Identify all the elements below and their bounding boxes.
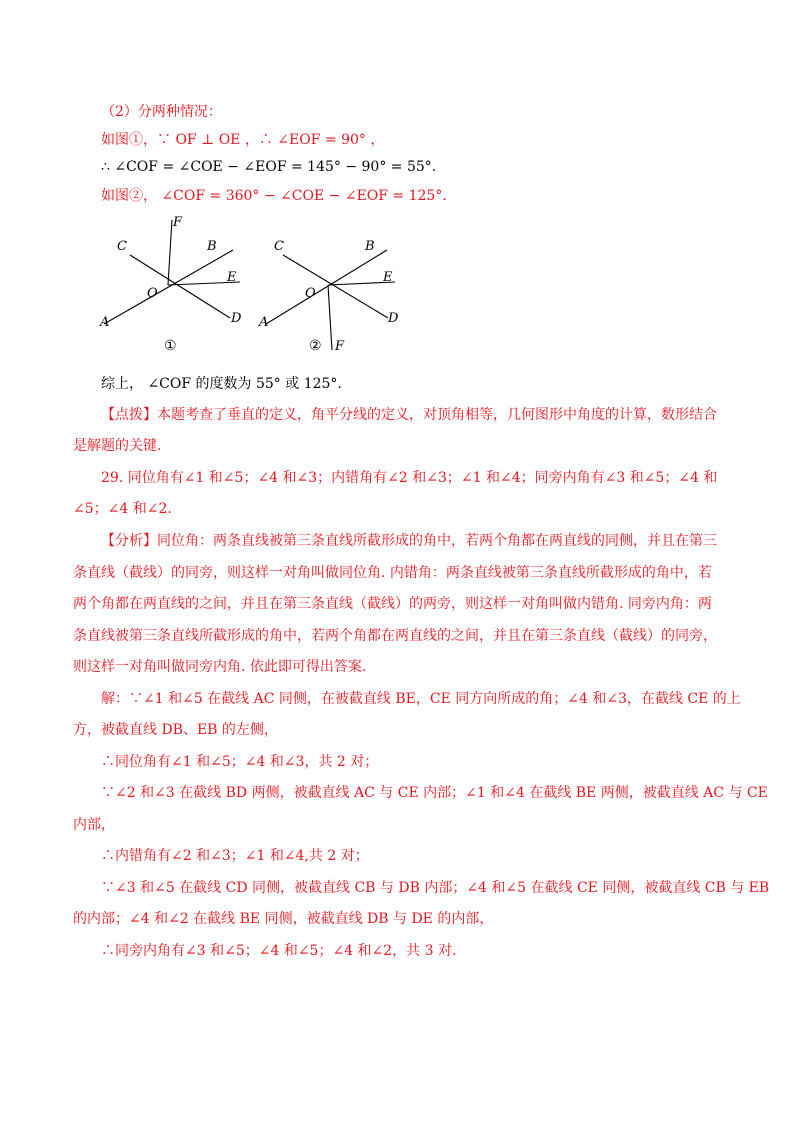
fig1-label-E: E — [227, 270, 237, 285]
text-line: 解：∵∠1 和∠5 在截线 AC 同侧，在被截直线 BE，CE 同方向所成的角；∠4 和∠3，在截线 CE 的上 — [101, 691, 741, 707]
fig2-number: ② — [309, 338, 322, 354]
ray-OF — [328, 285, 332, 350]
text-line: 则这样一对角叫做同旁内角. 依此即可得出答案. — [73, 659, 367, 675]
fig1-number: ① — [164, 338, 177, 354]
fig1-label-A: A — [100, 315, 110, 330]
text-line: 条直线（截线）的同旁，则这样一对角叫做同位角. 内错角：两条直线被第三条直线所截形成的角中，若 — [73, 565, 712, 581]
fig2-label-A: A — [259, 315, 269, 330]
fig1-label-O: O — [147, 286, 158, 301]
fig1-label-C: C — [117, 239, 127, 254]
text-line: ∴同旁内角有∠3 和∠5；∠4 和∠5；∠4 和∠2，共 3 对. — [101, 943, 457, 959]
text-line: 如图②， ∠COF = 360° − ∠COE − ∠EOF = 125°. — [101, 188, 447, 204]
figures-svg — [95, 208, 425, 358]
text-line: （2）分两种情况： — [101, 104, 222, 120]
fig2-label-E: E — [383, 270, 393, 285]
fig2-label-O: O — [305, 286, 316, 301]
text-line: 内部， — [73, 817, 115, 833]
figure-1 — [104, 220, 240, 324]
fig2-label-B: B — [365, 239, 375, 254]
ray-OF — [168, 220, 172, 285]
text-line: 29. 同位角有∠1 和∠5；∠4 和∠3；内错角有∠2 和∠3；∠1 和∠4；同旁内角有∠3 和∠5；∠4 和 — [101, 470, 718, 486]
fig1-label-B: B — [207, 239, 217, 254]
text-line: ∴内错角有∠2 和∠3；∠1 和∠4,共 2 对； — [101, 848, 369, 864]
text-line: ∵∠2 和∠3 在截线 BD 两侧，被截直线 AC 与 CE 内部；∠1 和∠4 在截线 BE 两侧，被截直线 AC 与 CE — [101, 785, 768, 801]
fig1-label-D: D — [231, 311, 242, 326]
text-line: ∠5；∠4 和∠2. — [73, 501, 172, 517]
text-line: 方，被截直线 DB、EB 的左侧， — [73, 722, 278, 738]
line-CD — [283, 255, 388, 318]
line-AB — [104, 250, 233, 324]
fig2-label-C: C — [274, 239, 284, 254]
fig2-label-F: F — [335, 339, 345, 354]
text-line: ∴同位角有∠1 和∠5；∠4 和∠3，共 2 对； — [101, 754, 379, 770]
text-line: ∴ ∠COF = ∠COE − ∠EOF = 145° − 90° = 55°. — [101, 159, 437, 175]
fig1-label-F: F — [173, 215, 183, 230]
text-line: 【分析】同位角：两条直线被第三条直线所截形成的角中，若两个角都在两直线的同侧，并且在第三 — [101, 533, 717, 549]
figure-2 — [266, 250, 395, 350]
text-line: 两个角都在两直线的之间，并且在第三条直线（截线）的两旁，则这样一对角叫做内错角. 同旁内角：两 — [73, 596, 712, 612]
text-line: 【点拨】本题考查了垂直的定义，角平分线的定义，对顶角相等，几何图形中角度的计算，数形结合 — [101, 407, 717, 423]
geometry-figures — [95, 208, 425, 358]
text-line: 条直线被第三条直线所截形成的角中，若两个角都在两直线的之间，并且在第三条直线（截线）的同旁， — [73, 628, 717, 644]
line-CD — [130, 255, 230, 318]
text-line: ∵∠3 和∠5 在截线 CD 同侧，被截直线 CB 与 DB 内部；∠4 和∠5 在截线 CE 同侧，被截直线 CB 与 EB — [101, 880, 770, 896]
line-AB — [266, 250, 387, 324]
text-line: 如图①，∵ OF ⊥ OE ，∴ ∠EOF = 90° ， — [101, 132, 385, 148]
text-line: 是解题的关键. — [73, 438, 162, 454]
fig2-label-D: D — [388, 311, 399, 326]
text-line: 的内部；∠4 和∠2 在截线 BE 同侧，被截直线 DB 与 DE 的内部， — [73, 911, 494, 927]
text-line: 综上， ∠COF 的度数为 55° 或 125°. — [101, 376, 342, 392]
